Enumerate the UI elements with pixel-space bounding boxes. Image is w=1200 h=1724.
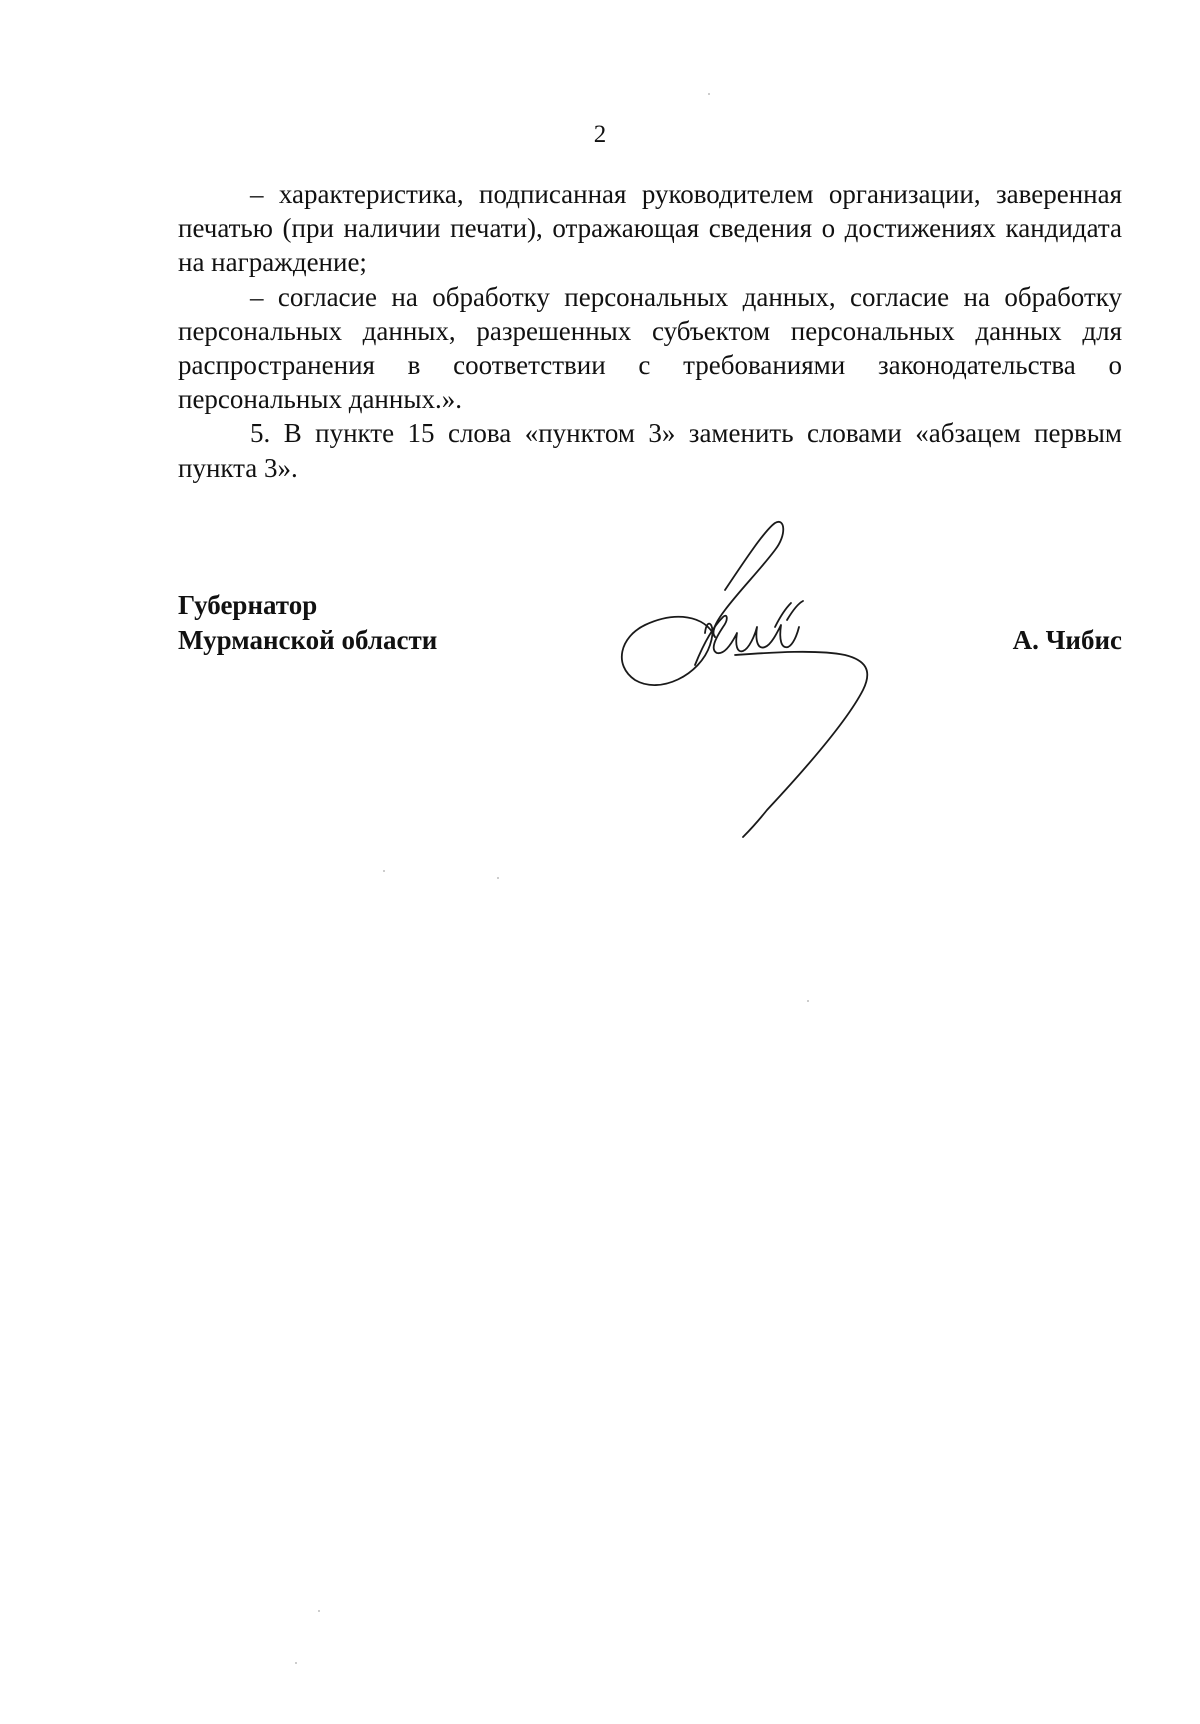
page-number: 2 xyxy=(593,121,607,148)
scan-speck xyxy=(708,93,710,95)
paragraph-consent: – согласие на обработку персональных данных, согласие на обработку персональных данных, разрешенных субъектом персональных данных для распространения в соответствии с требованиями законодательства о персональных данных.». xyxy=(178,281,1122,415)
signatory-position xyxy=(178,588,437,658)
paragraph-item-5: 5. В пункте 15 слова «пунктом 3» заменить словами «абзацем первым пункта 3». xyxy=(178,418,1122,483)
position-region: Мурманской области xyxy=(178,625,438,655)
signer-name: А. Чибис xyxy=(1012,625,1122,655)
scan-speck xyxy=(383,870,385,872)
position-title: Губернатор xyxy=(178,590,318,620)
paragraph-characteristic: – характеристика, подписанная руководителем организации, заверенная печатью (при наличии печати), отражающая сведения о достижениях кандидата на награждение; xyxy=(178,179,1122,278)
scan-speck xyxy=(497,877,499,879)
handwritten-signature xyxy=(615,515,945,855)
scan-speck xyxy=(295,1662,297,1664)
document-body xyxy=(178,177,1122,485)
scan-speck xyxy=(807,1000,809,1002)
scan-speck xyxy=(318,1610,320,1612)
